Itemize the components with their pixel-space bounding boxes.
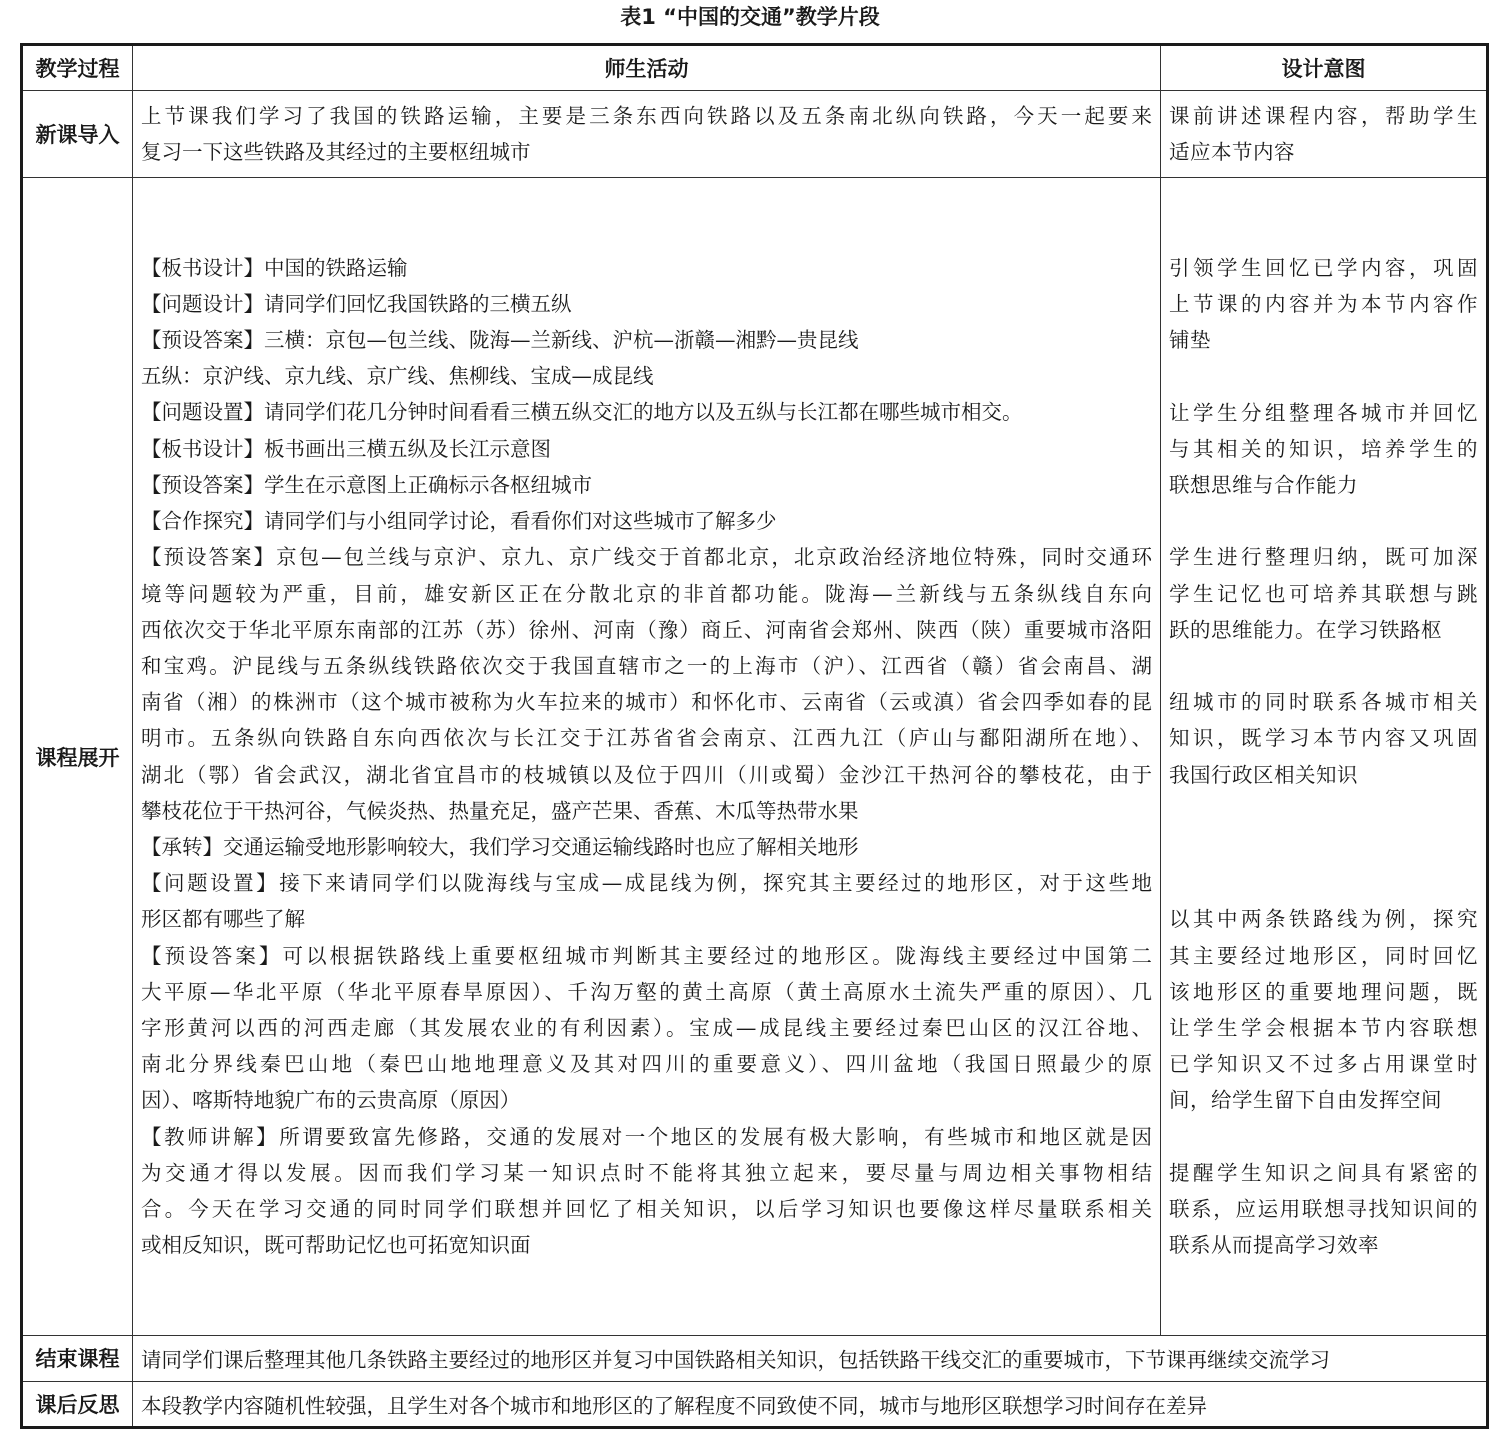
spacer	[1169, 1119, 1478, 1155]
activity-main	[133, 178, 1161, 1336]
lesson-table	[20, 43, 1489, 1429]
intent-main-line: 学生记忆也可培养其联想与跳	[1169, 581, 1478, 606]
stage-main: 课程展开	[22, 178, 133, 1336]
activity-main-line: 【教师讲解】所谓要致富先修路，交通的发展对一个地区的发展有极大影响，有些城市和地区就是因	[141, 1124, 1152, 1149]
intent-main-line: 与其相关的知识，培养学生的	[1169, 436, 1478, 461]
activity-main-line: 南省（湘）的株洲市（这个城市被称为火车拉来的城市）和怀化市、云南省（云或滇）省会四季如春的昆	[141, 690, 1152, 715]
intent-main-line: 跃的思维能力。在学习铁路枢	[1169, 617, 1442, 642]
activity-main-line: 湖北（鄂）省会武汉，湖北省宜昌市的枝城镇以及位于四川（川或蜀）金沙江干热河谷的攀枝花，由于	[141, 762, 1152, 787]
activity-main-line: 或相反知识，既可帮助记忆也可拓宽知识面	[141, 1233, 531, 1258]
header-intent: 设计意图	[1161, 45, 1488, 91]
intent-intro-line: 适应本节内容	[1169, 140, 1295, 165]
activity-main-line: 和宝鸡。沪昆线与五条纵线铁路依次交于我国直辖市之一的上海市（沪）、江西省（赣）省会南昌、湖	[141, 653, 1152, 678]
activity-intro-line: 上节课我们学习了我国的铁路运输，主要是三条东西向铁路以及五条南北纵向铁路，今天一起要来	[141, 103, 1152, 128]
activity-main-line: 【合作探究】请同学们与小组同学讨论，看看你们对这些城市了解多少	[141, 509, 777, 534]
row-closing	[22, 1335, 1488, 1381]
spacer	[1169, 865, 1478, 901]
stage-reflection: 课后反思	[22, 1381, 133, 1427]
intent-main-line: 知识，既学习本节内容又巩固	[1169, 726, 1478, 751]
intent-intro-line: 课前讲述课程内容，帮助学生	[1169, 103, 1478, 128]
activity-main-line: 明市。五条纵向铁路自东向西依次与长江交于江苏省省会南京、江西九江（庐山与鄱阳湖所在地）、	[141, 726, 1152, 751]
intent-main-line: 联系从而提高学习效率	[1169, 1233, 1379, 1258]
spacer	[1169, 503, 1478, 539]
intent-intro	[1161, 91, 1488, 178]
intent-main	[1161, 178, 1488, 1336]
activity-main-line: 因）、喀斯特地貌广布的云贵高原（原因）	[141, 1088, 521, 1113]
spacer	[1169, 829, 1478, 865]
intent-main-line: 联想思维与合作能力	[1169, 472, 1358, 497]
intent-main-line: 让学生分组整理各城市并回忆	[1169, 400, 1478, 425]
intent-main-line: 提醒学生知识之间具有紧密的	[1169, 1160, 1478, 1185]
intent-main-line: 上节课的内容并为本节内容作	[1169, 291, 1478, 316]
activity-main-line: 【预设答案】可以根据铁路线上重要枢纽城市判断其主要经过的地形区。陇海线主要经过中国第二	[141, 943, 1152, 968]
intent-main-line: 联系，应运用联想寻找知识间的	[1169, 1196, 1478, 1221]
header-process: 教学过程	[22, 45, 133, 91]
intent-main-line: 该地形区的重要地理问题，既	[1169, 979, 1478, 1004]
intent-main-line: 间，给学生留下自由发挥空间	[1169, 1088, 1442, 1113]
intent-main-line: 其主要经过地形区，同时回忆	[1169, 943, 1478, 968]
row-main	[22, 178, 1488, 1336]
header-activity: 师生活动	[133, 45, 1161, 91]
activity-main-line: 【承转】交通运输受地形影响较大，我们学习交通运输线路时也应了解相关地形	[141, 834, 859, 859]
activity-intro-line: 复习一下这些铁路及其经过的主要枢纽城市	[141, 140, 531, 165]
activity-intro	[133, 91, 1161, 178]
intent-main-line: 学生进行整理归纳，既可加深	[1169, 545, 1478, 570]
activity-main-line: 【问题设计】请同学们回忆我国铁路的三横五纵	[141, 291, 572, 316]
activity-main-line: 【预设答案】京包—包兰线与京沪、京九、京广线交于首都北京，北京政治经济地位特殊，同时交通环	[141, 545, 1152, 570]
spacer	[1169, 648, 1478, 684]
reflection-text: 本段教学内容随机性较强，且学生对各个城市和地形区的了解程度不同致使不同，城市与地形区联想学习时间存在差异	[133, 1381, 1488, 1427]
intent-main-line: 纽城市的同时联系各城市相关	[1169, 690, 1478, 715]
activity-main-line: 【预设答案】学生在示意图上正确标示各枢纽城市	[141, 472, 592, 497]
intent-main-line: 已学知识又不过多占用课堂时	[1169, 1052, 1478, 1077]
row-intro	[22, 91, 1488, 178]
header-row	[22, 45, 1488, 91]
activity-main-line: 【板书设计】板书画出三横五纵及长江示意图	[141, 436, 551, 461]
activity-main-line: 形区都有哪些了解	[141, 907, 305, 932]
closing-text: 请同学们课后整理其他几条铁路主要经过的地形区并复习中国铁路相关知识，包括铁路干线交汇的重要城市，下节课再继续交流学习	[133, 1335, 1488, 1381]
activity-main-line: 大平原—华北平原（华北平原春旱原因）、千沟万壑的黄土高原（黄土高原水土流失严重的原因）、几	[141, 979, 1152, 1004]
row-reflection	[22, 1381, 1488, 1427]
activity-main-line: 【板书设计】中国的铁路运输	[141, 255, 408, 280]
activity-main-line: 五纵：京沪线、京九线、京广线、焦柳线、宝成—成昆线	[141, 364, 654, 389]
activity-main-line: 【问题设置】接下来请同学们以陇海线与宝成—成昆线为例，探究其主要经过的地形区，对于这些地	[141, 871, 1152, 896]
activity-main-line: 西依次交于华北平原东南部的江苏（苏）徐州、河南（豫）商丘、河南省会郑州、陕西（陕）重要城市洛阳	[141, 617, 1152, 642]
spacer	[1169, 358, 1478, 394]
intent-main-line: 我国行政区相关知识	[1169, 762, 1358, 787]
stage-closing: 结束课程	[22, 1335, 133, 1381]
activity-main-line: 字形黄河以西的河西走廊（其发展农业的有利因素）。宝成—成昆线主要经过秦巴山区的汉江谷地、	[141, 1015, 1152, 1040]
activity-main-line: 境等问题较为严重，目前，雄安新区正在分散北京的非首都功能。陇海—兰新线与五条纵线自东向	[141, 581, 1152, 606]
activity-main-line: 攀枝花位于干热河谷，气候炎热、热量充足，盛产芒果、香蕉、木瓜等热带水果	[141, 798, 859, 823]
intent-main-line: 引领学生回忆已学内容，巩固	[1169, 255, 1478, 280]
stage-intro: 新课导入	[22, 91, 133, 178]
intent-main-line: 让学生学会根据本节内容联想	[1169, 1015, 1478, 1040]
activity-main-line: 【问题设置】请同学们花几分钟时间看看三横五纵交汇的地方以及五纵与长江都在哪些城市相交。	[141, 400, 1023, 425]
table-caption: 表1 “中国的交通”教学片段	[620, 5, 880, 29]
activity-main-line: 【预设答案】三横：京包—包兰线、陇海—兰新线、沪杭—浙赣—湘黔—贵昆线	[141, 328, 859, 353]
intent-main-line: 铺垫	[1169, 328, 1211, 353]
activity-main-line: 为交通才得以发展。因而我们学习某一知识点时不能将其独立起来，要尽量与周边相关事物相结	[141, 1160, 1152, 1185]
activity-main-line: 南北分界线秦巴山地（秦巴山地地理意义及其对四川的重要意义）、四川盆地（我国日照最少的原	[141, 1052, 1152, 1077]
activity-main-line: 合。今天在学习交通的同时同学们联想并回忆了相关知识，以后学习知识也要像这样尽量联系相关	[141, 1196, 1152, 1221]
intent-main-line: 以其中两条铁路线为例，探究	[1169, 907, 1478, 932]
spacer	[1169, 793, 1478, 829]
